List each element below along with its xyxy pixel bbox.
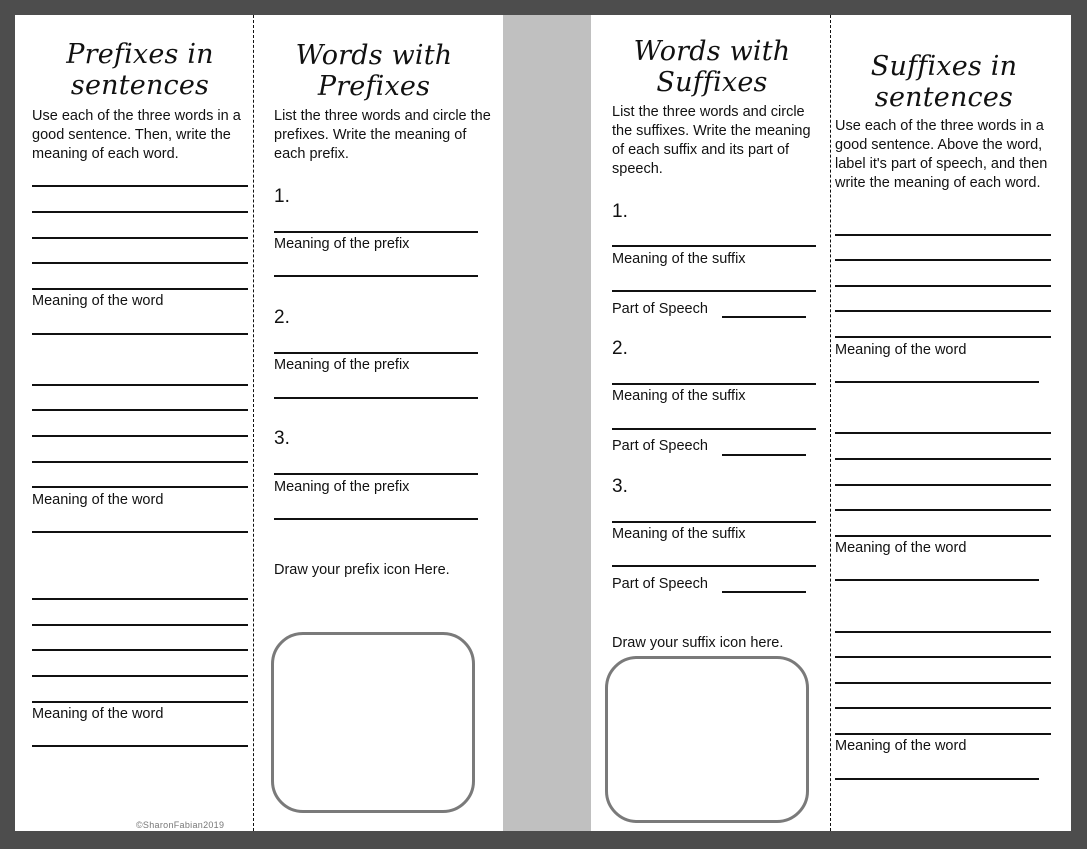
part-of-speech-line[interactable]: [722, 454, 806, 456]
writing-line[interactable]: [32, 624, 248, 626]
writing-line[interactable]: [32, 435, 248, 437]
writing-line[interactable]: [835, 484, 1051, 486]
writing-line[interactable]: [835, 310, 1051, 312]
title-line-1: Prefixes in: [66, 39, 214, 70]
meaning-line[interactable]: [32, 745, 248, 747]
writing-line[interactable]: [32, 262, 248, 264]
meaning-line[interactable]: [274, 518, 478, 520]
item-number: 1.: [612, 201, 628, 222]
writing-line[interactable]: [835, 707, 1051, 709]
writing-line[interactable]: [32, 211, 248, 213]
meaning-label: Meaning of the word: [32, 293, 164, 309]
writing-line[interactable]: [835, 656, 1051, 658]
writing-line[interactable]: [32, 384, 248, 386]
writing-line[interactable]: [835, 336, 1051, 338]
title-line-1: Words with: [633, 36, 791, 67]
meaning-line[interactable]: [32, 333, 248, 335]
meaning-line[interactable]: [612, 290, 816, 292]
writing-line[interactable]: [32, 237, 248, 239]
writing-line[interactable]: [32, 701, 248, 703]
fold-line-right: [830, 15, 831, 831]
word-line[interactable]: [612, 245, 816, 247]
meaning-label: Meaning of the word: [835, 540, 967, 556]
title-line-2: Prefixes: [317, 71, 431, 102]
center-fold-gutter: [503, 15, 591, 831]
writing-line[interactable]: [835, 682, 1051, 684]
writing-line[interactable]: [32, 649, 248, 651]
meaning-label: Meaning of the word: [32, 492, 164, 508]
meaning-line[interactable]: [835, 381, 1039, 383]
copyright-notice: ©SharonFabian2019: [136, 820, 225, 830]
writing-line[interactable]: [32, 288, 248, 290]
writing-line[interactable]: [32, 598, 248, 600]
meaning-label: Meaning of the word: [835, 738, 967, 754]
writing-line[interactable]: [835, 733, 1051, 735]
word-line[interactable]: [274, 231, 478, 233]
writing-line[interactable]: [835, 509, 1051, 511]
meaning-line[interactable]: [612, 565, 816, 567]
writing-line[interactable]: [32, 409, 248, 411]
item-number: 3.: [274, 428, 290, 449]
writing-line[interactable]: [32, 185, 248, 187]
item-number: 2.: [274, 307, 290, 328]
writing-line[interactable]: [835, 432, 1051, 434]
meaning-label: Meaning of the suffix: [612, 388, 746, 404]
instructions: List the three words and circle the suffixes. Write the meaning of each suffix and its part of speech.: [612, 104, 811, 177]
prefix-icon-drawing-box[interactable]: [271, 632, 475, 813]
meaning-line[interactable]: [835, 778, 1039, 780]
writing-line[interactable]: [835, 234, 1051, 236]
item-number: 3.: [612, 476, 628, 497]
item-number: 1.: [274, 186, 290, 207]
writing-line[interactable]: [835, 631, 1051, 633]
writing-line[interactable]: [835, 535, 1051, 537]
meaning-label: Meaning of the word: [835, 342, 967, 358]
meaning-line[interactable]: [835, 579, 1039, 581]
title-line-2: sentences: [70, 70, 210, 101]
meaning-label: Meaning of the word: [32, 706, 164, 722]
writing-line[interactable]: [32, 461, 248, 463]
suffix-icon-drawing-box[interactable]: [605, 656, 809, 823]
meaning-line[interactable]: [274, 275, 478, 277]
instructions: Use each of the three words in a good sentence. Above the word, label it's part of speech, and then write the meaning of each word.: [835, 118, 1048, 191]
meaning-line[interactable]: [274, 397, 478, 399]
writing-line[interactable]: [835, 259, 1051, 261]
meaning-label: Meaning of the prefix: [274, 479, 410, 495]
instructions: List the three words and circle the prefixes. Write the meaning of each prefix.: [274, 108, 491, 162]
meaning-label: Meaning of the suffix: [612, 251, 746, 267]
word-line[interactable]: [612, 383, 816, 385]
panel-title: [594, 36, 830, 98]
panel-title: [826, 51, 1062, 113]
writing-line[interactable]: [835, 285, 1051, 287]
word-line[interactable]: [612, 521, 816, 523]
item-number: 2.: [612, 338, 628, 359]
part-of-speech-label: Part of Speech: [612, 576, 708, 592]
meaning-line[interactable]: [32, 531, 248, 533]
title-line-2: sentences: [874, 82, 1014, 113]
meaning-label: Meaning of the suffix: [612, 526, 746, 542]
panel-title: [256, 40, 492, 102]
part-of-speech-label: Part of Speech: [612, 438, 708, 454]
draw-icon-label: Draw your suffix icon here.: [612, 635, 784, 651]
instructions: Use each of the three words in a good sentence. Then, write the meaning of each word.: [32, 108, 241, 162]
part-of-speech-line[interactable]: [722, 591, 806, 593]
word-line[interactable]: [274, 473, 478, 475]
part-of-speech-line[interactable]: [722, 316, 806, 318]
title-line-2: Suffixes: [656, 67, 768, 98]
title-line-1: Suffixes in: [870, 51, 1018, 82]
panel-title: [22, 39, 258, 101]
writing-line[interactable]: [835, 458, 1051, 460]
meaning-line[interactable]: [612, 428, 816, 430]
writing-line[interactable]: [32, 486, 248, 488]
meaning-label: Meaning of the prefix: [274, 357, 410, 373]
part-of-speech-label: Part of Speech: [612, 301, 708, 317]
writing-line[interactable]: [32, 675, 248, 677]
draw-icon-label: Draw your prefix icon Here.: [274, 562, 450, 578]
meaning-label: Meaning of the prefix: [274, 236, 410, 252]
title-line-1: Words with: [295, 40, 453, 71]
word-line[interactable]: [274, 352, 478, 354]
